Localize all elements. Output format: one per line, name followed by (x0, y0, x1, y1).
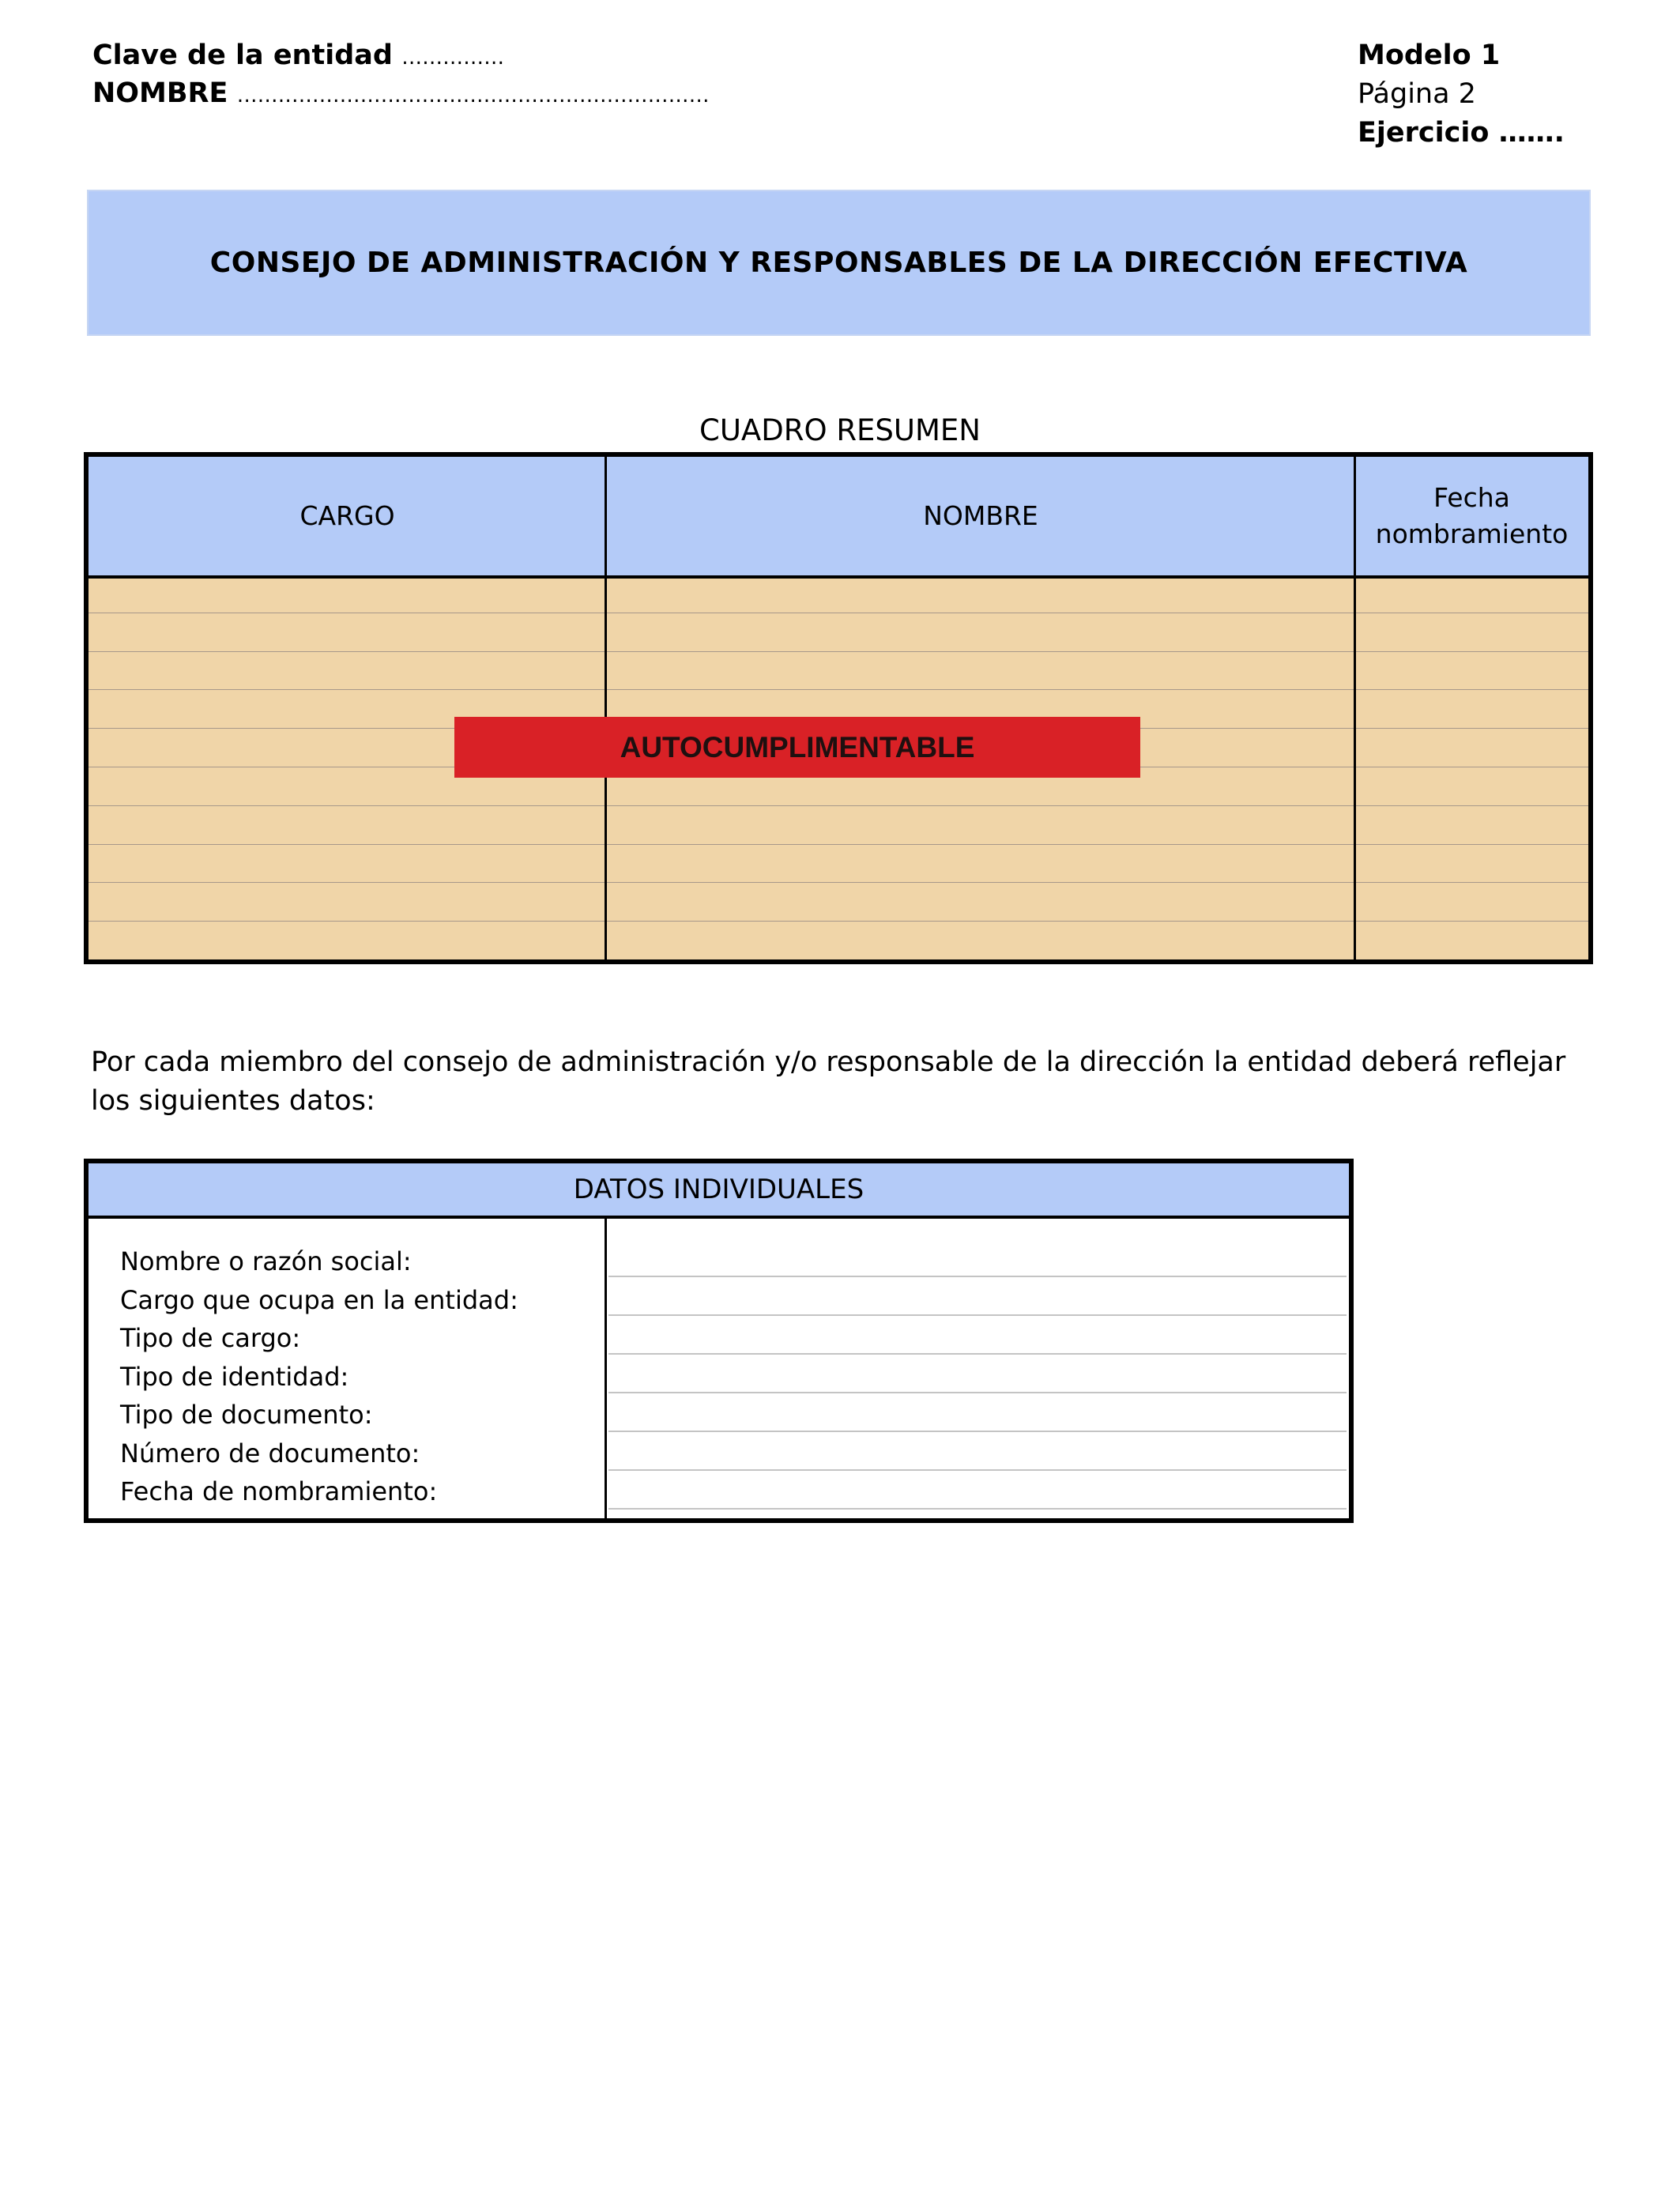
column-divider (605, 457, 607, 959)
entity-name-label: NOMBRE (92, 77, 228, 109)
datos-individuales-table (84, 1159, 1354, 1523)
field-value-line[interactable] (608, 1469, 1347, 1471)
field-label: Fecha de nombramiento: (120, 1476, 438, 1506)
field-label: Tipo de cargo: (120, 1323, 301, 1353)
field-label: Nombre o razón social: (120, 1246, 412, 1276)
summary-row-divider (89, 689, 1588, 690)
page-title: CONSEJO DE ADMINISTRACIÓN Y RESPONSABLES DE LA DIRECCIÓN EFECTIVA (209, 247, 1468, 279)
field-value-line[interactable] (608, 1431, 1347, 1432)
model-number: Modelo 1 (1358, 40, 1501, 71)
title-banner (87, 190, 1591, 336)
field-label: Tipo de documento: (120, 1400, 373, 1430)
entity-key-line (92, 36, 504, 77)
datos-table-header: DATOS INDIVIDUALES (89, 1163, 1349, 1219)
entity-name-blank: …………………………………………………………… (236, 84, 710, 107)
entity-key-blank: …………… (401, 46, 505, 70)
intro-paragraph: Por cada miembro del consejo de administración y/o responsable de la dirección la entidad deberá reflejar los siguientes datos: (91, 1046, 1566, 1117)
summary-table-header (89, 457, 1588, 579)
summary-table (84, 452, 1593, 964)
field-label: Tipo de identidad: (120, 1361, 349, 1392)
summary-row-divider (89, 805, 1588, 806)
page-number: Página 2 (1358, 78, 1476, 110)
field-value-line[interactable] (608, 1353, 1347, 1355)
field-label: Número de documento: (120, 1438, 420, 1468)
column-header-fecha: Fecha nombramiento (1375, 482, 1569, 549)
column-divider (605, 1219, 607, 1518)
field-label: Cargo que ocupa en la entidad: (120, 1284, 518, 1315)
summary-row-divider (89, 844, 1588, 845)
fiscal-year: Ejercicio ……. (1358, 117, 1565, 149)
field-value-line[interactable] (608, 1392, 1347, 1393)
column-header-nombre: NOMBRE (923, 500, 1038, 531)
autocumplimentable-stamp (454, 717, 1140, 778)
column-divider (1354, 457, 1356, 959)
field-value-line[interactable] (608, 1276, 1347, 1277)
summary-row-divider (89, 882, 1588, 883)
field-value-line[interactable] (608, 1314, 1347, 1316)
stamp-label: AUTOCUMPLIMENTABLE (620, 730, 975, 763)
datos-field-labels (120, 1242, 518, 1511)
summary-row-divider (89, 651, 1588, 652)
entity-key-label: Clave de la entidad (92, 40, 393, 71)
column-header-cargo: CARGO (299, 500, 395, 531)
field-value-line[interactable] (608, 1508, 1347, 1510)
summary-row-divider (89, 921, 1588, 922)
entity-name-line (92, 74, 710, 115)
summary-caption: CUADRO RESUMEN (699, 413, 981, 447)
